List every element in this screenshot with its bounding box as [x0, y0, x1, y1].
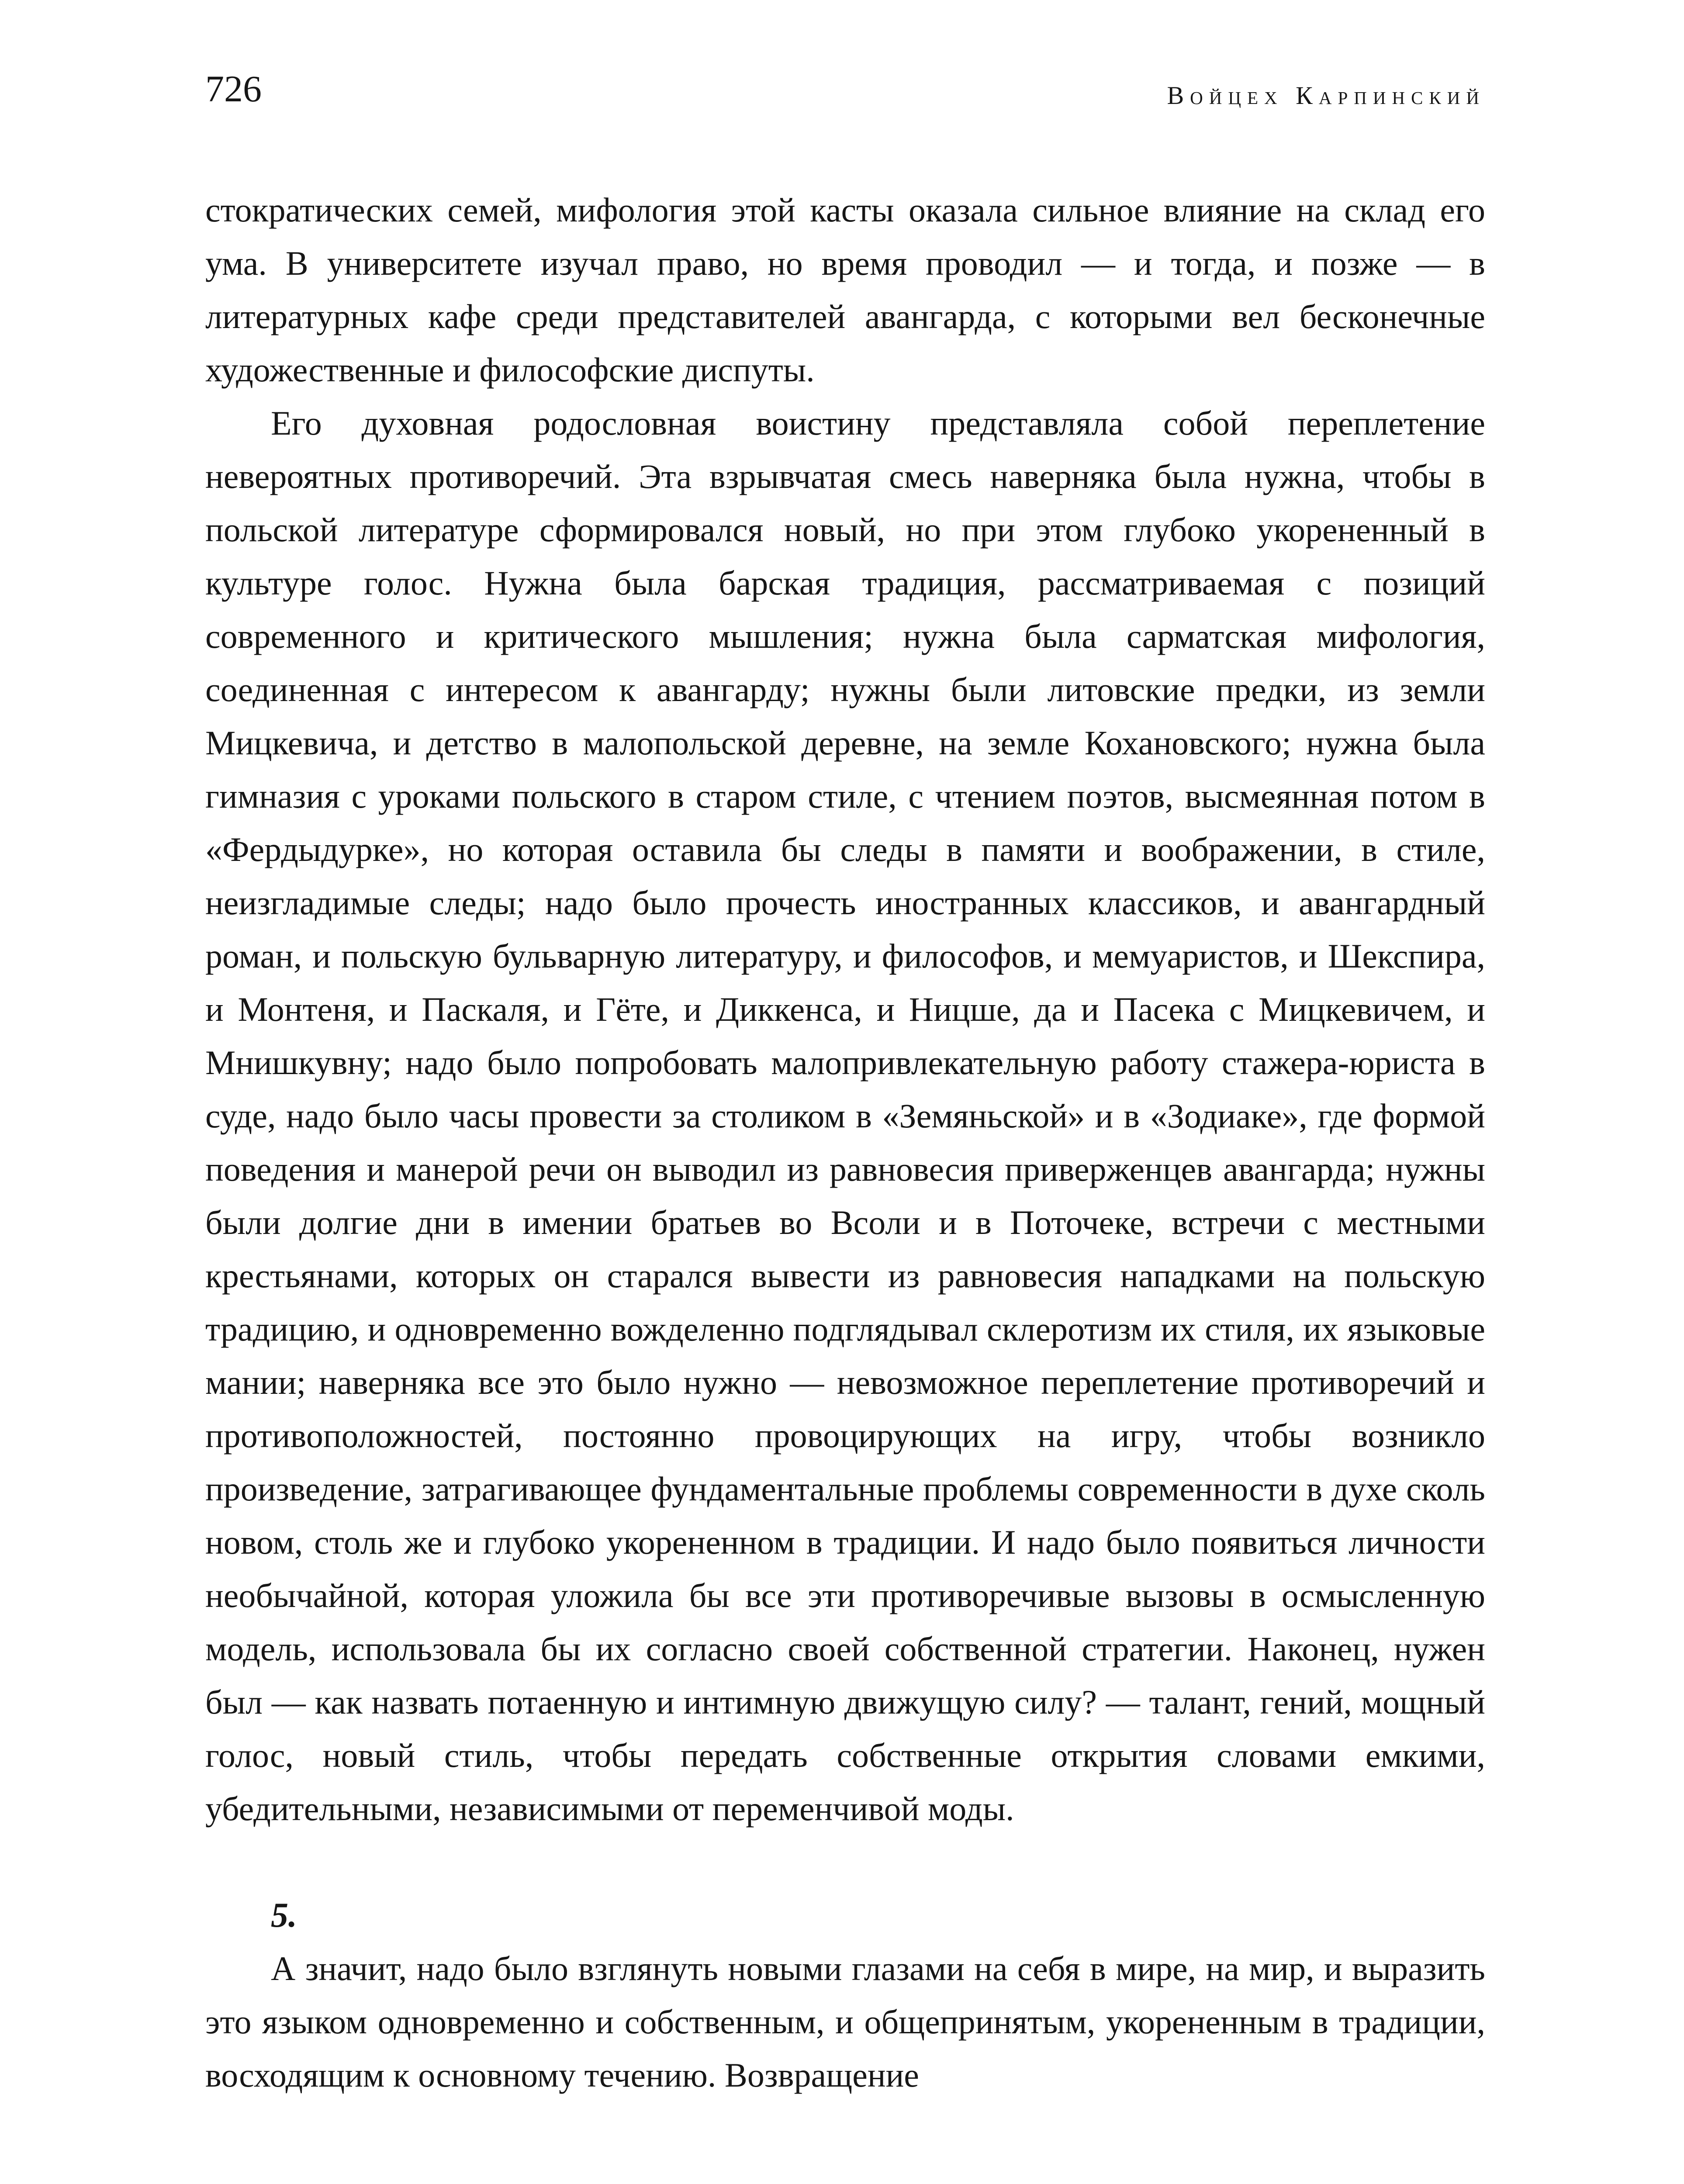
paragraph-genealogy: Его духовная родословная воистину представляла собой переплетение невероятных противоречий. Эта взрывчатая смесь наверняка была нужна, чтобы в польской литературе сформировался новый, но при этом глубоко укорененный в культуре голос. Нужна была барская традиция, рассматриваемая с позиций современного и критического мышления; нужна была сарматская мифология, соединенная с интересом к авангарду; нужны были литовские предки, из земли Мицкевича, и детство в малопольской деревне, на земле Кохановского; нужна была гимназия с уроками польского в старом стиле, с чтением поэтов, высмеянная потом в «Фердыдурке», но которая оставила бы следы в памяти и воображении, в стиле, неизгладимые следы; надо было прочесть иностранных классиков, и авангардный роман, и польскую бульварную литературу, и философов, и мемуаристов, и Шекспира, и Монтеня, и Паскаля, и Гёте, и Диккенса, и Ницше, да и Пасека с Мицкевичем, и Мнишкувну; надо было попробовать малопривлекательную работу стажера-юриста в суде, надо было часы провести за столиком в «Земяньской» и в «Зодиаке», где формой поведения и манерой речи он выводил из равновесия приверженцев авангарда; нужны были долгие дни в имении братьев во Всоли и в Поточеке, встречи с местными крестьянами, которых он старался вывести из равновесия нападками на польскую традицию, и одновременно вожделенно подглядывал склеротизм их стиля, их языковые мании; наверняка все это было нужно — невозможное переплетение противоречий и противоположностей, постоянно провоцирующих на игру, чтобы возникло произведение, затрагивающее фундаментальные проблемы современности в духе сколь новом, столь же и глубоко укорененном в традиции. И надо было появиться личности необычайной, которая уложила бы все эти противоречивые вызовы в осмысленную модель, использовала бы их согласно своей собственной стратегии. Наконец, нужен был — как назвать потаенную и интимную движущую силу? — талант, гений, мощный голос, новый стиль, чтобы передать собственные открытия словами емкими, убедительными, независимыми от переменчивой моды.	[205, 404, 1485, 1828]
page-header	[205, 66, 1485, 131]
section-number: 5.	[271, 1896, 297, 1935]
paragraph-continuation: стократических семей, мифология этой касты оказала сильное влияние на склад его ума. В университете изучал право, но время проводил — и тогда, и позже — в литературных кафе среди представителей авангарда, с которыми вел бесконечные художественные и философские диспуты.	[205, 191, 1485, 389]
paragraph-section-5: А значит, надо было взглянуть новыми глазами на себя в мире, на мир, и выразить это языком одновременно и собственным, и общепринятым, укорененным в традиции, восходящим к основному течению. Возвращение	[205, 1949, 1485, 2094]
page-number: 726	[205, 68, 262, 110]
running-head: Войцех Карпинский	[1167, 81, 1485, 110]
body-text	[205, 183, 1485, 2102]
